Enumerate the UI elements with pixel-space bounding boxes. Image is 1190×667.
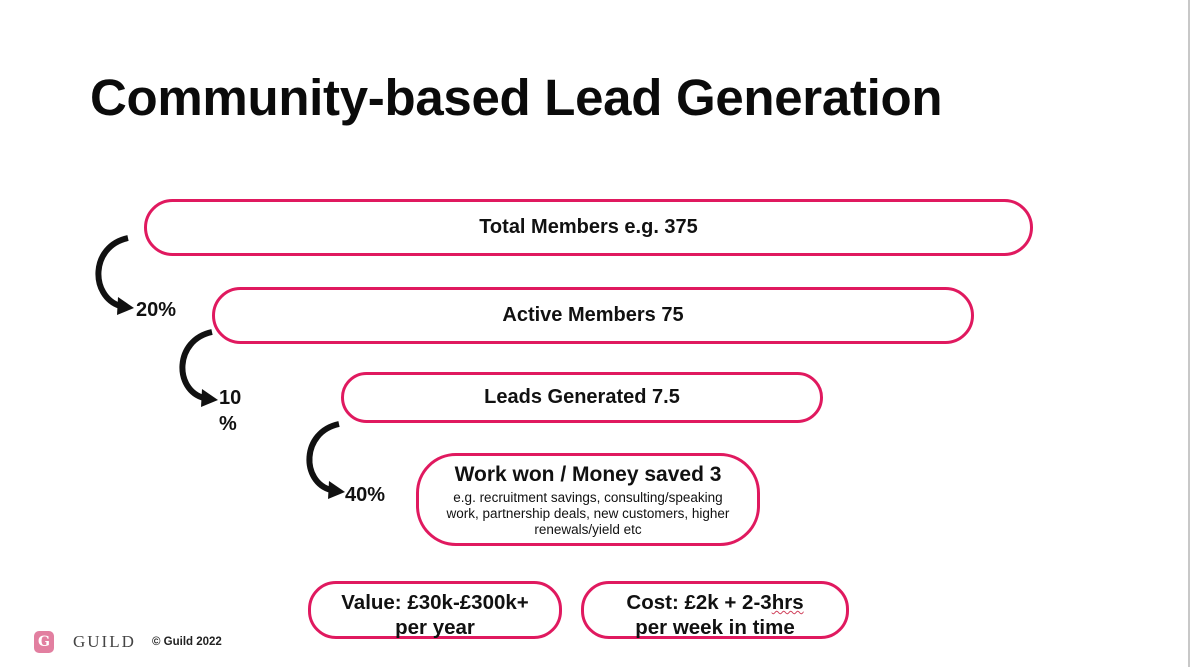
rate-active-to-leads: [219, 385, 241, 437]
curved-arrow-icon-1: [88, 234, 138, 314]
guild-logo-icon: [34, 631, 54, 653]
cost-line1: [584, 590, 846, 615]
guild-logo-letter: G: [38, 634, 50, 650]
active-members-pill: [212, 287, 974, 344]
work-won-title: Work won / Money saved 3: [454, 463, 722, 486]
work-won-subtitle: e.g. recruitment savings, consulting/speaking work, partnership deals, new customers, higher renewals/yield etc: [446, 490, 730, 537]
curved-arrow-icon-3: [299, 420, 349, 500]
copyright-text: © Guild 2022: [152, 636, 222, 648]
total-members-pill: [144, 199, 1033, 256]
leads-generated-label: Leads Generated 7.5: [484, 386, 680, 408]
rate-leads-to-work: 40%: [345, 484, 386, 506]
rate-active-to-leads-percent: %: [219, 413, 237, 435]
active-members-label: Active Members 75: [502, 304, 684, 326]
cost-line1-hours: hrs: [771, 591, 804, 614]
value-line2: per year: [395, 616, 475, 639]
value-box: [308, 581, 562, 639]
curved-arrow-icon-2: [172, 328, 222, 408]
rate-total-to-active: 20%: [136, 299, 177, 321]
total-members-label: Total Members e.g. 375: [479, 216, 698, 238]
brand-name: GUILD: [73, 632, 136, 651]
cost-line1-prefix: Cost: £2k + 2-3: [626, 591, 772, 614]
cost-box: [581, 581, 849, 639]
leads-generated-pill: [341, 372, 823, 423]
work-won-box: [416, 453, 760, 546]
slide-title: Community-based Lead Generation: [90, 69, 943, 126]
rate-active-to-leads-number: 10: [219, 387, 242, 409]
cost-line2: per week in time: [635, 616, 795, 639]
value-line1: Value: £30k-£300k+: [341, 591, 529, 614]
